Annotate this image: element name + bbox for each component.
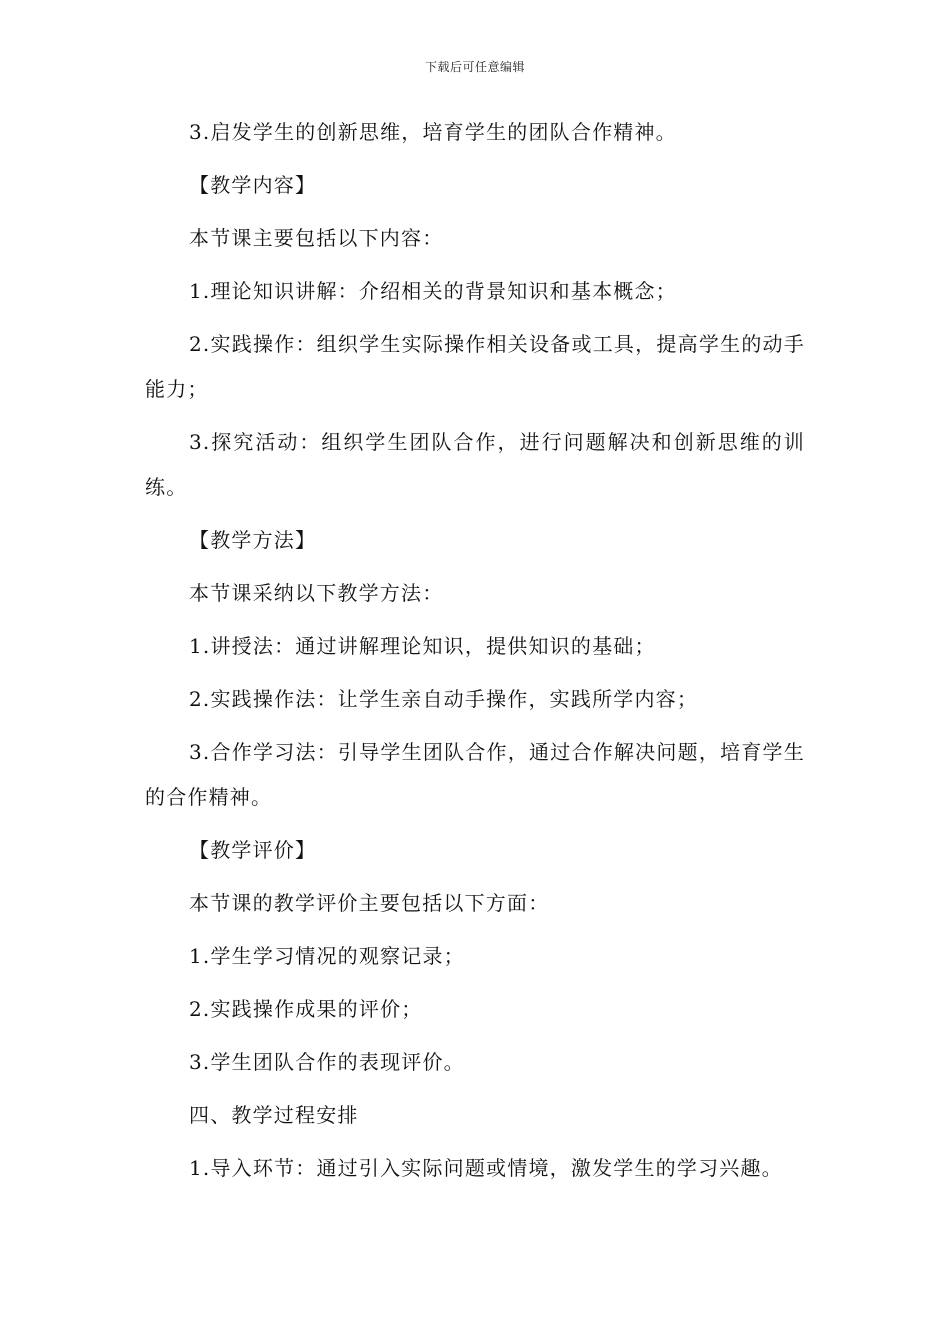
list-item: 2.实践操作成果的评价； — [189, 997, 423, 1021]
list-item: 1.导入环节：通过引入实际问题或情境，激发学生的学习兴趣。 — [189, 1156, 783, 1180]
page-header: 下载后可任意编辑 — [424, 60, 525, 74]
paragraph: 本节课主要包括以下内容： — [189, 226, 444, 250]
paragraph: 本节课的教学评价主要包括以下方面： — [189, 891, 550, 915]
list-item: 3.探究活动：组织学生团队合作，进行问题解决和创新思维的训练。 — [145, 430, 805, 499]
paragraph: 本节课采纳以下教学方法： — [189, 581, 444, 605]
list-item: 3.学生团队合作的表现评价。 — [189, 1050, 465, 1074]
list-item: 1.学生学习情况的观察记录； — [189, 944, 465, 968]
section-heading: 【教学内容】 — [189, 173, 317, 197]
list-item: 1.讲授法：通过讲解理论知识，提供知识的基础； — [189, 634, 656, 658]
list-item: 2.实践操作：组织学生实际操作相关设备或工具，提高学生的动手能力； — [145, 332, 805, 401]
document-body — [145, 110, 805, 1199]
section-heading: 【教学评价】 — [189, 838, 317, 862]
section-heading: 【教学方法】 — [189, 528, 317, 552]
list-item: 2.实践操作法：让学生亲自动手操作，实践所学内容； — [189, 687, 699, 711]
list-item: 1.理论知识讲解：介绍相关的背景知识和基本概念； — [189, 279, 677, 303]
section-heading: 四、教学过程安排 — [189, 1103, 359, 1127]
list-item: 3.合作学习法：引导学生团队合作，通过合作解决问题，培育学生的合作精神。 — [145, 740, 805, 809]
paragraph: 3.启发学生的创新思维，培育学生的团队合作精神。 — [189, 120, 677, 144]
